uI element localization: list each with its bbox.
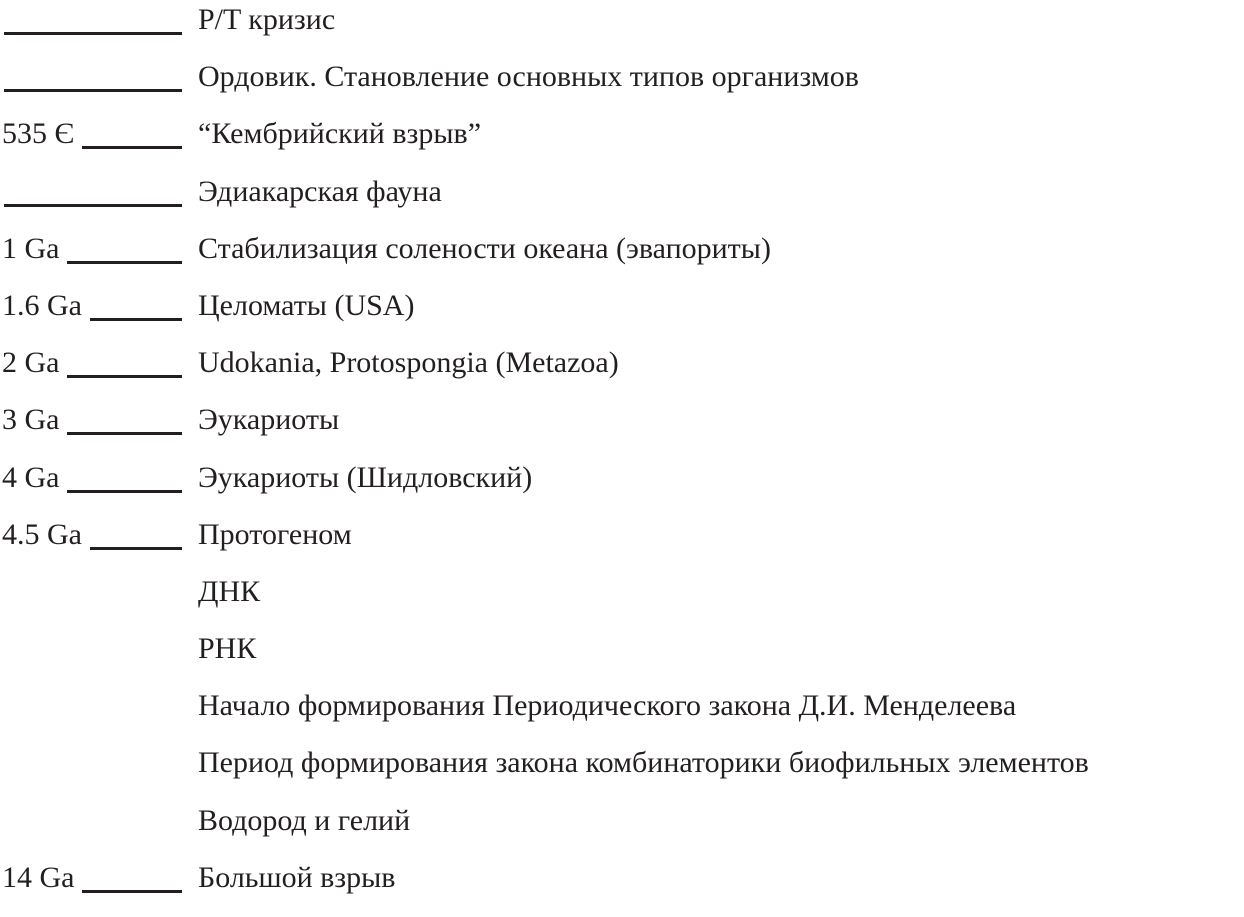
- timeline-row: [0, 231, 1244, 288]
- timeline-row: [0, 574, 1244, 631]
- event-label: Эукариоты: [198, 403, 340, 437]
- event-label: Стабилизация солености океана (эвапориты): [198, 231, 771, 265]
- event-label: Udokania, Protospongia (Metazoa): [198, 346, 619, 380]
- timeline-row-left: [0, 860, 198, 896]
- timeline-row-left: [0, 2, 198, 35]
- leader-line: [4, 204, 182, 207]
- leader-line: [67, 432, 182, 435]
- event-label: Целоматы (USA): [198, 288, 415, 322]
- timeline-row: [0, 345, 1244, 402]
- timeline-row-left: [0, 59, 198, 92]
- time-label: 4.5 Ga: [2, 517, 82, 551]
- leader-line: [90, 547, 182, 550]
- timeline-row-left: [0, 174, 198, 207]
- event-label: Большой взрыв: [198, 860, 396, 894]
- event-label: ДНК: [198, 574, 261, 608]
- timeline-row: [0, 460, 1244, 517]
- event-label: Начало формирования Периодического закона Д.И. Менделеева: [198, 689, 1017, 723]
- leader-line: [67, 261, 182, 264]
- leader-line: [82, 146, 182, 149]
- leader-line: [82, 890, 182, 893]
- event-label: РНК: [198, 632, 257, 666]
- leader-line: [4, 32, 182, 35]
- timeline-row: [0, 688, 1244, 745]
- timeline-row: [0, 59, 1244, 116]
- timeline-row: [0, 803, 1244, 860]
- time-label: 14 Ga: [2, 860, 75, 894]
- timeline-row-left: [0, 231, 198, 267]
- timeline-row: [0, 517, 1244, 574]
- time-label: 1.6 Ga: [2, 288, 82, 322]
- event-label: Эдиакарская фауна: [198, 174, 442, 208]
- event-label: Период формирования закона комбинаторики биофильных элементов: [198, 746, 1089, 780]
- leader-line: [4, 89, 182, 92]
- timeline-row: [0, 745, 1244, 802]
- timeline-row: [0, 631, 1244, 688]
- event-label: P/T кризис: [198, 3, 336, 36]
- timeline-row: [0, 116, 1244, 173]
- timeline-row: [0, 860, 1244, 917]
- time-label: 3 Ga: [2, 403, 60, 437]
- event-label: “Кембрийский взрыв”: [198, 117, 482, 151]
- timeline-row-left: [0, 116, 198, 152]
- time-label: 535 Є: [2, 117, 75, 151]
- timeline-row: [0, 2, 1244, 59]
- time-label: 1 Ga: [2, 231, 60, 265]
- event-label: Ордовик. Становление основных типов организмов: [198, 60, 859, 94]
- time-label: 4 Ga: [2, 460, 60, 494]
- timeline-row: [0, 174, 1244, 231]
- timeline-row-left: [0, 288, 198, 324]
- timeline-row: [0, 402, 1244, 459]
- timeline-row-left: [0, 460, 198, 496]
- timeline-row-left: [0, 517, 198, 553]
- event-label: Эукариоты (Шидловский): [198, 460, 533, 494]
- leader-line: [67, 490, 182, 493]
- event-label: Водород и гелий: [198, 803, 411, 837]
- leader-line: [90, 318, 182, 321]
- timeline-row-left: [0, 402, 198, 438]
- timeline-row-left: [0, 345, 198, 381]
- event-label: Протогеном: [198, 517, 352, 551]
- time-label: 2 Ga: [2, 346, 60, 380]
- timeline-row: [0, 288, 1244, 345]
- leader-line: [67, 375, 182, 378]
